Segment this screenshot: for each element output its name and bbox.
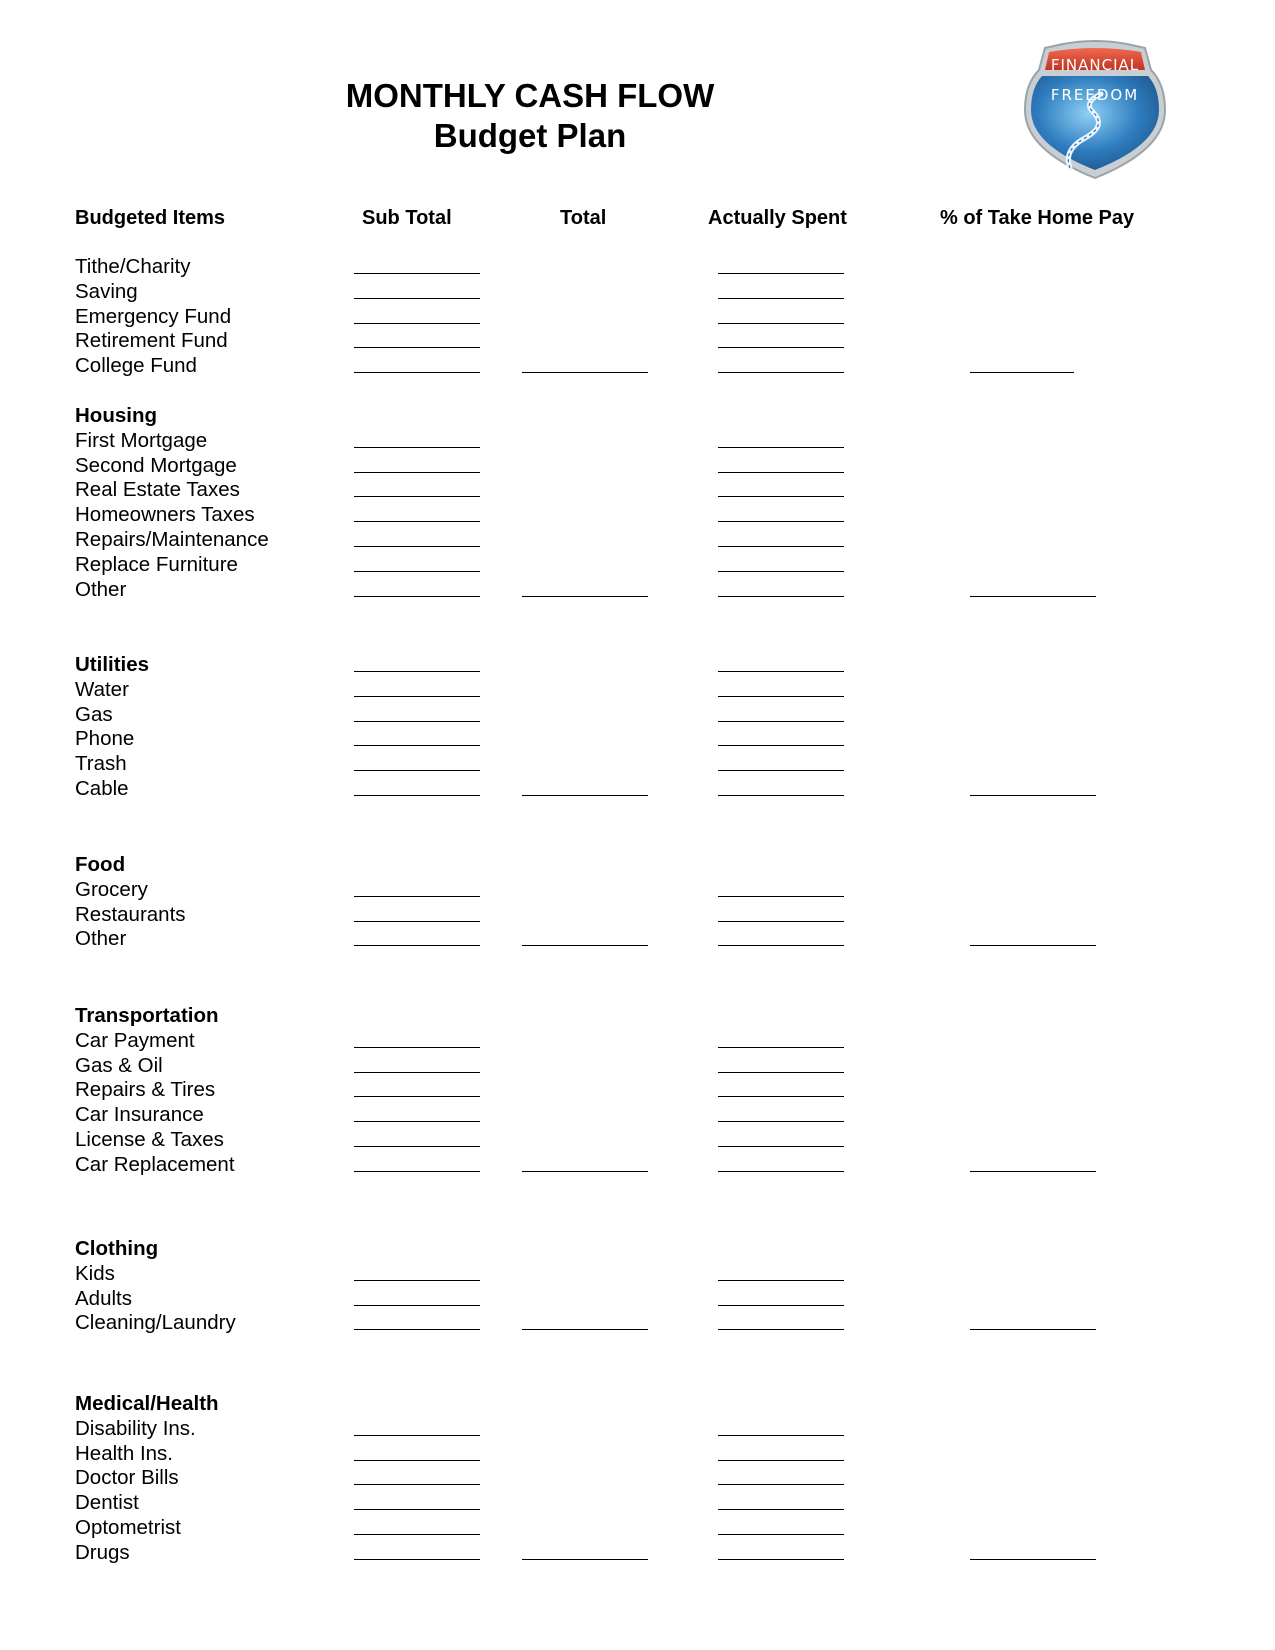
- budget-item-label: Car Replacement: [75, 1153, 235, 1176]
- header-percent-take-home: % of Take Home Pay: [940, 207, 1135, 229]
- subtotal-blank[interactable]: [354, 745, 480, 746]
- actually-spent-blank[interactable]: [718, 1460, 844, 1461]
- percent-take-home-blank[interactable]: [970, 1171, 1096, 1172]
- subtotal-blank[interactable]: [354, 1096, 480, 1097]
- budget-item-label: Cable: [75, 777, 129, 800]
- budget-item-label: Emergency Fund: [75, 305, 232, 328]
- actually-spent-blank[interactable]: [718, 1534, 844, 1535]
- subtotal-blank[interactable]: [354, 795, 480, 796]
- page-subtitle: Budget Plan: [433, 117, 627, 154]
- section-heading: Clothing: [75, 1237, 159, 1260]
- section-heading: Food: [75, 853, 126, 876]
- actually-spent-blank[interactable]: [718, 521, 844, 522]
- subtotal-blank[interactable]: [354, 347, 480, 348]
- subtotal-blank[interactable]: [354, 921, 480, 922]
- budget-item-label: Second Mortgage: [75, 454, 237, 477]
- subtotal-blank[interactable]: [354, 472, 480, 473]
- actually-spent-blank[interactable]: [718, 770, 844, 771]
- subtotal-blank[interactable]: [354, 447, 480, 448]
- budget-item-label: First Mortgage: [75, 429, 208, 452]
- subtotal-blank[interactable]: [354, 1509, 480, 1510]
- actually-spent-blank[interactable]: [718, 1329, 844, 1330]
- actually-spent-blank[interactable]: [718, 945, 844, 946]
- actually-spent-blank[interactable]: [718, 1509, 844, 1510]
- subtotal-blank[interactable]: [354, 323, 480, 324]
- subtotal-blank[interactable]: [354, 1534, 480, 1535]
- actually-spent-blank[interactable]: [718, 372, 844, 373]
- budget-item-label: Doctor Bills: [75, 1466, 179, 1489]
- budget-item-label: Gas & Oil: [75, 1054, 163, 1077]
- actually-spent-blank[interactable]: [718, 323, 844, 324]
- budget-item-label: Drugs: [75, 1541, 130, 1564]
- budget-item-label: Kids: [75, 1262, 115, 1285]
- budget-item-label: Adults: [75, 1287, 132, 1310]
- budget-item-label: Water: [75, 678, 129, 701]
- budget-item-label: Repairs/Maintenance: [75, 528, 269, 551]
- budget-item-label: Disability Ins.: [75, 1417, 196, 1440]
- budget-item-label: Optometrist: [75, 1516, 181, 1539]
- percent-take-home-blank[interactable]: [970, 372, 1074, 373]
- budget-item-label: Restaurants: [75, 903, 186, 926]
- budget-item-label: License & Taxes: [75, 1128, 224, 1151]
- subtotal-blank[interactable]: [354, 770, 480, 771]
- total-blank[interactable]: [522, 945, 648, 946]
- actually-spent-blank[interactable]: [718, 1484, 844, 1485]
- actually-spent-blank[interactable]: [718, 671, 844, 672]
- subtotal-blank[interactable]: [354, 596, 480, 597]
- actually-spent-blank[interactable]: [718, 447, 844, 448]
- actually-spent-blank[interactable]: [718, 1559, 844, 1560]
- subtotal-blank[interactable]: [354, 896, 480, 897]
- actually-spent-blank[interactable]: [718, 1305, 844, 1306]
- subtotal-blank[interactable]: [354, 546, 480, 547]
- subtotal-blank[interactable]: [354, 1460, 480, 1461]
- actually-spent-blank[interactable]: [718, 1435, 844, 1436]
- actually-spent-blank[interactable]: [718, 696, 844, 697]
- actually-spent-blank[interactable]: [718, 745, 844, 746]
- actually-spent-blank[interactable]: [718, 921, 844, 922]
- actually-spent-blank[interactable]: [718, 1171, 844, 1172]
- total-blank[interactable]: [522, 795, 648, 796]
- actually-spent-blank[interactable]: [718, 896, 844, 897]
- subtotal-blank[interactable]: [354, 696, 480, 697]
- actually-spent-blank[interactable]: [718, 721, 844, 722]
- actually-spent-blank[interactable]: [718, 1280, 844, 1281]
- subtotal-blank[interactable]: [354, 273, 480, 274]
- total-blank[interactable]: [522, 1329, 648, 1330]
- subtotal-blank[interactable]: [354, 1329, 480, 1330]
- header-total: Total: [560, 207, 607, 229]
- actually-spent-blank[interactable]: [718, 795, 844, 796]
- subtotal-blank[interactable]: [354, 1559, 480, 1560]
- logo-text-freedom: FREEDOM: [1050, 86, 1140, 104]
- percent-take-home-blank[interactable]: [970, 1559, 1096, 1560]
- actually-spent-blank[interactable]: [718, 496, 844, 497]
- budget-item-label: Saving: [75, 280, 138, 303]
- section-heading: Housing: [75, 404, 157, 427]
- actually-spent-blank[interactable]: [718, 596, 844, 597]
- budget-item-label: Grocery: [75, 878, 148, 901]
- actually-spent-blank[interactable]: [718, 273, 844, 274]
- actually-spent-blank[interactable]: [718, 1146, 844, 1147]
- page-title: MONTHLY CASH FLOW: [345, 77, 715, 114]
- actually-spent-blank[interactable]: [718, 1096, 844, 1097]
- budget-item-label: Other: [75, 578, 127, 601]
- budget-item-label: Other: [75, 927, 127, 950]
- section-heading: Utilities: [75, 653, 150, 676]
- subtotal-blank[interactable]: [354, 521, 480, 522]
- section-heading: Transportation: [75, 1004, 219, 1027]
- budget-item-label: Cleaning/Laundry: [75, 1311, 236, 1334]
- percent-take-home-blank[interactable]: [970, 795, 1096, 796]
- subtotal-blank[interactable]: [354, 1484, 480, 1485]
- total-blank[interactable]: [522, 1559, 648, 1560]
- total-blank[interactable]: [522, 596, 648, 597]
- subtotal-blank[interactable]: [354, 1047, 480, 1048]
- total-blank[interactable]: [522, 372, 648, 373]
- header-sub-total: Sub Total: [362, 207, 452, 229]
- subtotal-blank[interactable]: [354, 496, 480, 497]
- subtotal-blank[interactable]: [354, 1121, 480, 1122]
- header-budgeted-items: Budgeted Items: [75, 207, 226, 229]
- budget-item-label: Homeowners Taxes: [75, 503, 255, 526]
- actually-spent-blank[interactable]: [718, 298, 844, 299]
- actually-spent-blank[interactable]: [718, 1121, 844, 1122]
- budget-item-label: Gas: [75, 703, 113, 726]
- subtotal-blank[interactable]: [354, 1072, 480, 1073]
- budget-item-label: Dentist: [75, 1491, 139, 1514]
- budget-item-label: Car Insurance: [75, 1103, 204, 1126]
- subtotal-blank[interactable]: [354, 721, 480, 722]
- budget-item-label: Health Ins.: [75, 1442, 173, 1465]
- subtotal-blank[interactable]: [354, 298, 480, 299]
- budget-item-label: Retirement Fund: [75, 329, 228, 352]
- percent-take-home-blank[interactable]: [970, 596, 1096, 597]
- actually-spent-blank[interactable]: [718, 1047, 844, 1048]
- actually-spent-blank[interactable]: [718, 472, 844, 473]
- subtotal-blank[interactable]: [354, 571, 480, 572]
- section-heading: Medical/Health: [75, 1392, 219, 1415]
- subtotal-blank[interactable]: [354, 945, 480, 946]
- subtotal-blank[interactable]: [354, 1435, 480, 1436]
- budget-item-label: Car Payment: [75, 1029, 195, 1052]
- budget-item-label: Trash: [75, 752, 127, 775]
- subtotal-blank[interactable]: [354, 1146, 480, 1147]
- budget-item-label: Replace Furniture: [75, 553, 238, 576]
- header-actually-spent: Actually Spent: [708, 207, 847, 229]
- percent-take-home-blank[interactable]: [970, 1329, 1096, 1330]
- budget-item-label: College Fund: [75, 354, 197, 377]
- total-blank[interactable]: [522, 1171, 648, 1172]
- percent-take-home-blank[interactable]: [970, 945, 1096, 946]
- logo-text-financial: FINANCIAL: [1050, 56, 1140, 74]
- budget-item-label: Repairs & Tires: [75, 1078, 216, 1101]
- subtotal-blank[interactable]: [354, 671, 480, 672]
- budget-item-label: Phone: [75, 727, 135, 750]
- actually-spent-blank[interactable]: [718, 546, 844, 547]
- subtotal-blank[interactable]: [354, 1171, 480, 1172]
- actually-spent-blank[interactable]: [718, 571, 844, 572]
- actually-spent-blank[interactable]: [718, 347, 844, 348]
- budget-item-label: Tithe/Charity: [75, 255, 191, 278]
- subtotal-blank[interactable]: [354, 1280, 480, 1281]
- budget-item-label: Real Estate Taxes: [75, 478, 240, 501]
- subtotal-blank[interactable]: [354, 1305, 480, 1306]
- actually-spent-blank[interactable]: [718, 1072, 844, 1073]
- subtotal-blank[interactable]: [354, 372, 480, 373]
